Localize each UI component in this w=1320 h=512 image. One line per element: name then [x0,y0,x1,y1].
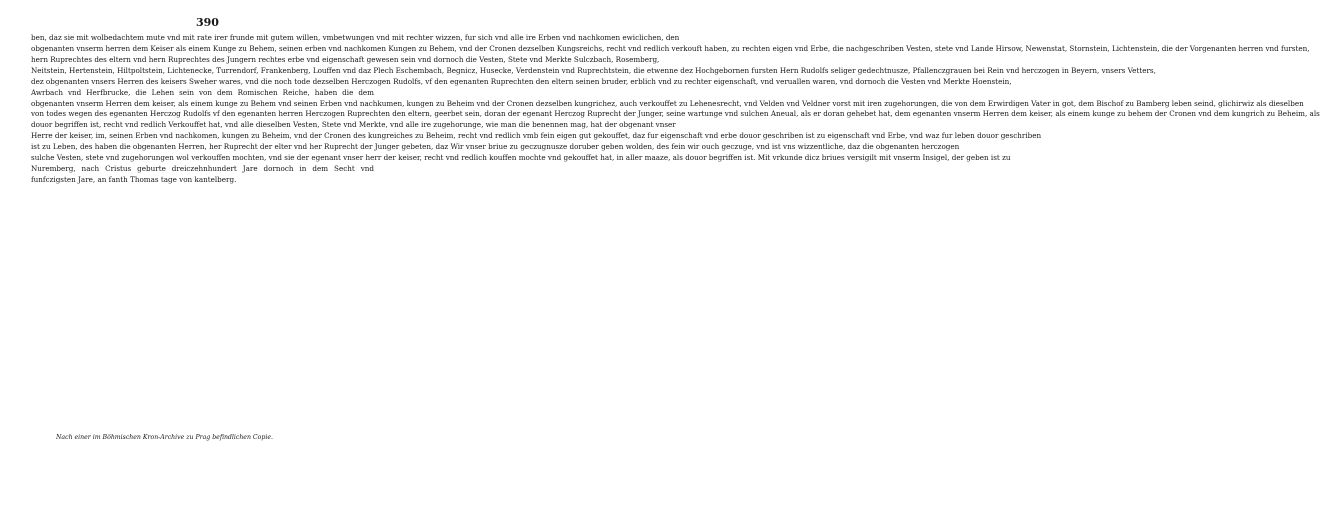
text-line: von todes wegen des egenanten Herczog Rudolfs vf den egenanten herren Herczogen Ruprechten den eltern, geerbet sein, doran der egenant Herczog Ruprecht der Junger, seine wartunge vnd sulchen Aneual, als er doran gehebet hat, dem egenanten vnserm Herren dem keiser, als einem kunge zu behem der Cronen vnd dem kungrich zu Beheim, als [31,109,1320,119]
footnote: Nach einer im Böhmischen Kron-Archive zu Prag befindlichen Copie. [56,434,273,441]
body-text [31,33,1320,186]
text-line: Awrbach vnd Herfbrucke, die Lehen sein von dem Romischen Reiche, haben die dem [31,87,374,97]
text-line: ben, daz sie mit wolbedachtem mute vnd mit rate irer frunde mit gutem willen, vmbetwungen vnd mit rechter wizzen, fur sich vnd alle ire Erben vnd nachkomen ewiclichen, den [31,33,680,42]
page-number: 390 [196,16,219,29]
text-line: Neitstein, Hertenstein, Hiltpoltstein, Lichtenecke, Turrendorf, Frankenberg, Louffen vnd daz Plech Eschembach, Begnicz, Husecke, Verdenstein vnd Ruprechtstein, die etwenne dez Hochgebornen fursten Hern Rudolfs seliger gedechtnusze, Pfallenczgrauen bei Rein vnd herczogen in Beyern, vnsers Vetters, [31,65,1156,75]
text-line: obgenanten vnserm herren dem Keiser als einem Kunge zu Behem, seinen erben vnd nachkomen Kungen zu Behem, vnd der Cronen dezselben Kungsreichs, recht vnd redlich verkouft haben, zu rechten eigen vnd Erbe, die nachgeschriben Vesten, stete vnd Lande Hirsow, Newenstat, Stornstein, Lichtenstein, die der Vorgenanten herren vnd fursten, [31,43,1310,53]
text-line: douor begriffen ist, recht vnd redlich Verkouffet hat, vnd alle dieselben Vesten, Stete vnd Merkte, vnd alle ire zugehorunge, wie man die benennen mag, hat der obgenant vnser [31,120,676,130]
text-line: sulche Vesten, stete vnd zugehorungen wol verkouffen mochten, vnd sie der egenant vnser herr der keiser, recht vnd redlich kouffen mochte vnd gekouffet hat, in aller maaze, als douor begriffen ist. Mit vrkunde dicz briues versigilt mit vnserm Insigel, der geben ist zu [31,153,1011,163]
text-line: funfczigsten Jare, an fanth Thomas tage von kantelberg. [31,174,237,184]
text-line: obgenanten vnserm Herren dem keiser, als einem kunge zu Behem vnd seinen Erben vnd nachkumen, kungen zu Beheim vnd der Cronen dezselben kungrichez, auch verkouffet zu Lehenesrecht, vnd Velden vnd Veldner vorst mit iren zugehorungen, die von dem Erwirdigen Vater in got, dem Bischof zu Bamberg leben seind, glichirwiz als dieselben [31,98,1304,108]
text-line: hern Ruprechtes des eltern vnd hern Ruprechtes des Jungern rechtes erbe vnd eigenschaft gewesen sein vnd dornoch die Vesten, Stete vnd Merkte Sulczbach, Rosemberg, [31,54,660,64]
text-line: ist zu Leben, des haben die obgenanten Herren, her Ruprecht der elter vnd her Ruprecht der Junger gebeten, daz Wir vnser briue zu geczugnusze doruber geben wolden, des fein wir ouch geczuge, vnd ist vns wizzentliche, daz die obgenanten herczogen [31,142,960,152]
text-line: dez obgenanten vnsers Herren des keisers Sweher wares, vnd die noch tode dezselben Herczogen Rudolfs, vf den egenanten Ruprechten den eltern seinen bruder, erblich vnd zu rechter eigenschaft, vnd veruallen waren, vnd dornoch die Vesten vnd Merkte Hoenstein, [31,76,1012,86]
text-line: Herre der keiser, im, seinen Erben vnd nachkomen, kungen zu Beheim, vnd der Cronen des kungreiches zu Beheim, recht vnd redlich vmb fein eigen gut gekouffet, daz fur eigenschaft vnd erbe douor geschriben ist zu eigenschaft vnd Erbe, vnd waz fur leben douor geschriben [31,131,1042,141]
text-line: Nuremberg, nach Cristus geburte dreiczehnhundert Jare dornoch in dem Secht vnd [31,164,374,174]
